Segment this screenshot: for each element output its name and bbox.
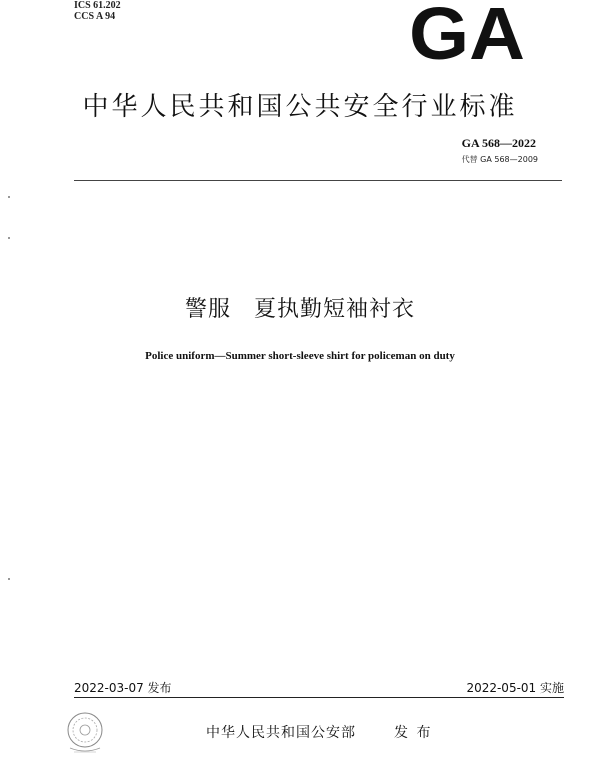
ga-logo-text: GA — [409, 2, 525, 62]
implementation-date: 2022-05-01 实施 — [466, 681, 564, 695]
issuing-authority: 中华人民共和国公安部 — [206, 725, 356, 741]
ccs-code: CCS A 94 — [74, 11, 116, 22]
replaces-standard: 代替 GA 568—2009 — [461, 155, 538, 164]
classification-codes — [74, 0, 121, 22]
scan-speck — [8, 196, 10, 198]
scan-speck — [8, 578, 10, 580]
organization-title: 中华人民共和国公共安全行业标准 — [82, 92, 518, 122]
release-label: 发 布 — [394, 725, 433, 741]
header-divider — [74, 180, 562, 181]
scan-speck — [8, 237, 10, 239]
ministry-seal-emblem — [60, 708, 110, 756]
standard-number: GA 568—2022 — [461, 136, 536, 150]
footer-divider — [74, 697, 564, 698]
issue-date: 2022-03-07 发布 — [74, 681, 172, 695]
document-title-english: Police uniform—Summer short-sleeve shirt for policeman on duty — [145, 350, 455, 362]
ics-code: ICS 61.202 — [74, 0, 121, 11]
document-title-chinese: 警服 夏执勤短袖衬衣 — [184, 297, 415, 322]
ga-logo — [408, 2, 526, 62]
